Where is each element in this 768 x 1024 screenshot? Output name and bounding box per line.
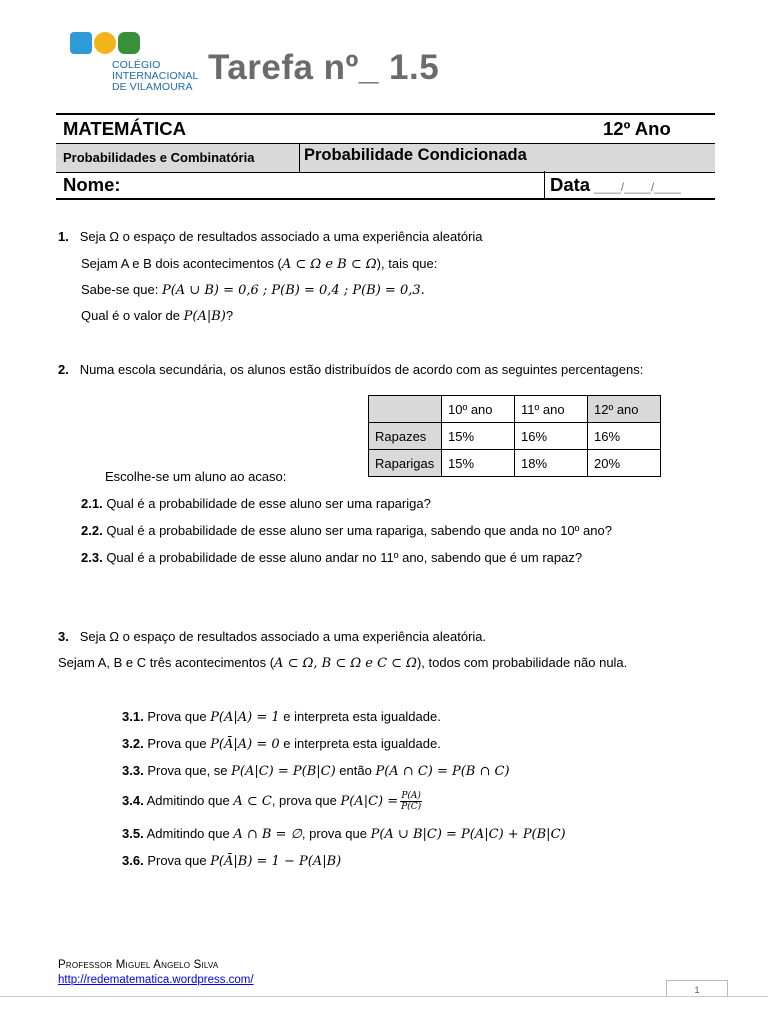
q3-item: 3.1. Prova que P(A|A) = 1 e interpreta esta igualdade. bbox=[122, 709, 441, 725]
q3-text: Seja Ω o espaço de resultados associado a uma experiência aleatória. bbox=[79, 629, 487, 644]
q1-line4: Qual é o valor de P(A|B)? bbox=[81, 308, 234, 324]
q2-item: 2.1. Qual é a probabilidade de esse aluno ser uma rapariga? bbox=[81, 496, 431, 511]
q3-item: 3.5. Admitindo que A ∩ B = ∅, prova que P(A ∪ B|C) = P(A|C) + P(B|C) bbox=[122, 826, 566, 842]
footer-rule bbox=[0, 996, 768, 997]
q2-intro: Escolhe-se um aluno ao acaso: bbox=[105, 469, 287, 484]
q1-statement bbox=[58, 229, 483, 245]
professor-name: Professor Miguel Angelo Silva bbox=[58, 959, 219, 971]
q2-number: 2. bbox=[58, 362, 69, 377]
q3-statement bbox=[58, 629, 486, 645]
table-row: Raparigas 15% 18% 20% bbox=[369, 450, 661, 477]
worksheet-title: Tarefa nº_ 1.5 bbox=[208, 48, 440, 87]
school-logo bbox=[66, 30, 202, 102]
q1-number: 1. bbox=[58, 229, 69, 244]
q1-text: Seja Ω o espaço de resultados associado a uma experiência aleatória bbox=[79, 229, 483, 244]
logo-mark-blue bbox=[70, 32, 92, 54]
q3-item: 3.6. Prova que P(Ā|B) = 1 − P(A|B) bbox=[122, 853, 342, 869]
date-field bbox=[550, 174, 681, 196]
subject: MATEMÁTICA bbox=[63, 118, 186, 139]
q1-line2: Sejam A e B dois acontecimentos (A ⊂ Ω e B ⊂ Ω), tais que: bbox=[81, 256, 438, 272]
q2-item: 2.2. Qual é a probabilidade de esse aluno ser uma rapariga, sabendo que anda no 10º ano? bbox=[81, 523, 612, 538]
logo-mark-green bbox=[118, 32, 140, 54]
q3-item: 3.3. Prova que, se P(A|C) = P(B|C) então P(A ∩ C) = P(B ∩ C) bbox=[122, 763, 510, 779]
topic: Probabilidades e Combinatória bbox=[63, 150, 255, 165]
subtopic: Probabilidade Condicionada bbox=[304, 146, 527, 164]
q3-number: 3. bbox=[58, 629, 69, 644]
q3-item: 3.4. Admitindo que A ⊂ C, prova que P(A|C) = $\frac{P(A)}{P(C)}$ bbox=[122, 791, 422, 812]
q3-line2: Sejam A, B e C três acontecimentos (A ⊂ Ω, B ⊂ Ω e C ⊂ Ω), todos com probabilidade não nula. bbox=[58, 655, 628, 671]
q2-text: Numa escola secundária, os alunos estão distribuídos de acordo com as seguintes percentagens: bbox=[79, 362, 644, 377]
header-rule bbox=[56, 113, 715, 115]
name-label: Nome: bbox=[63, 174, 121, 195]
logo-mark-yellow bbox=[94, 32, 116, 54]
date-label: Data bbox=[550, 174, 591, 195]
table-row: Rapazes 15% 16% 16% bbox=[369, 423, 661, 450]
logo-text: COLÉGIO INTERNACIONAL DE VILAMOURA bbox=[112, 59, 199, 93]
date-blanks: ____/____/____ bbox=[594, 180, 681, 194]
page-number: 1 bbox=[666, 980, 728, 997]
q3-item: 3.2. Prova que P(Ā|A) = 0 e interpreta esta igualdade. bbox=[122, 736, 441, 752]
q2-statement bbox=[58, 362, 643, 378]
grade-year: 12º Ano bbox=[603, 118, 671, 139]
fraction: $\frac{P(A)}{P(C)}$ bbox=[401, 791, 422, 812]
q1-line3: Sabe-se que: P(A ∪ B) = 0,6 ; P(B) = 0,4 ; P(B) = 0,3. bbox=[81, 282, 425, 298]
q2-item: 2.3. Qual é a probabilidade de esse aluno andar no 11º ano, sabendo que é um rapaz? bbox=[81, 550, 583, 565]
percentages-table bbox=[368, 395, 661, 477]
blog-link[interactable]: http://redematematica.wordpress.com/ bbox=[58, 974, 254, 986]
table-header-row: 10º ano 11º ano 12º ano bbox=[369, 396, 661, 423]
